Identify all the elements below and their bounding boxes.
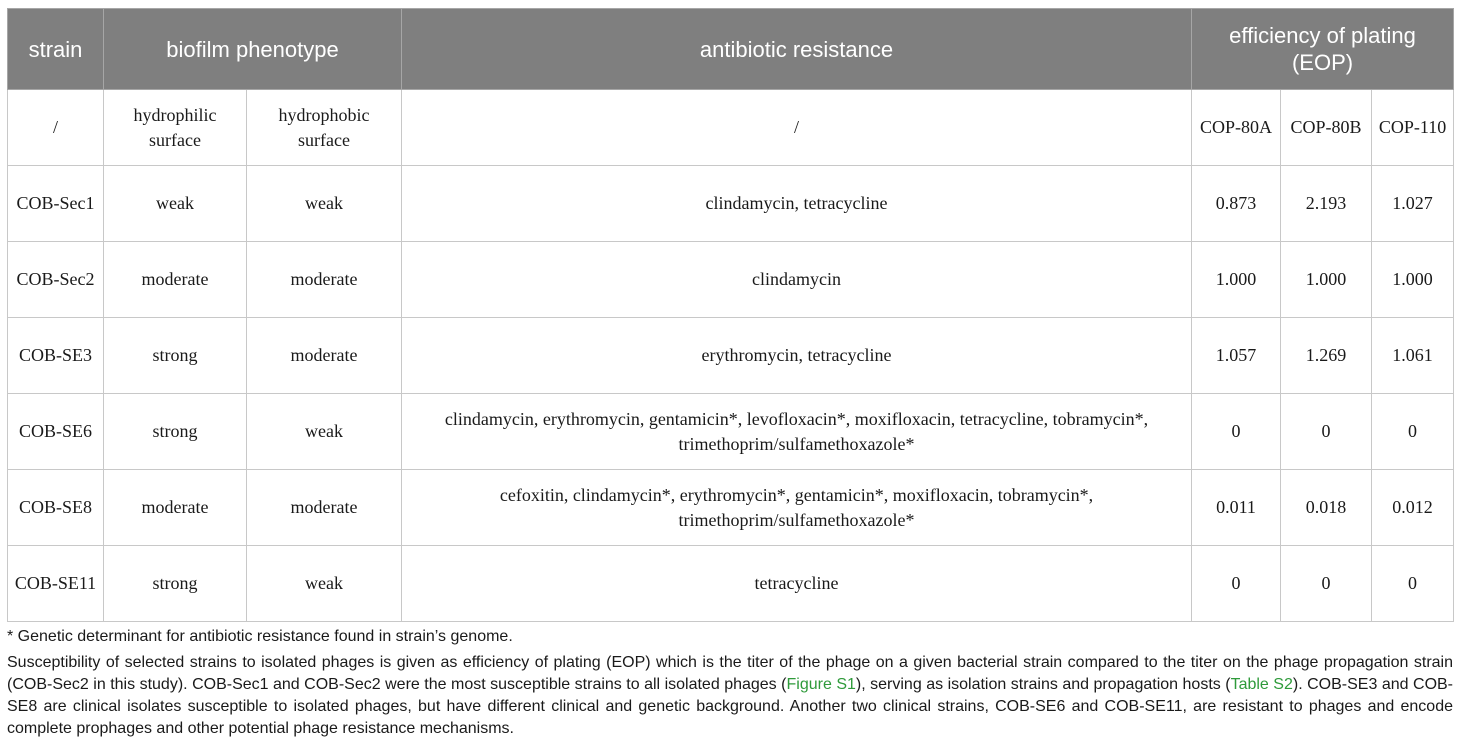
cell-cop80b: 0 — [1281, 546, 1372, 622]
cell-hydrophilic: strong — [104, 546, 247, 622]
cell-cop110: 1.027 — [1372, 166, 1454, 242]
cell-antibiotic: clindamycin, erythromycin, gentamicin*, levofloxacin*, moxifloxacin, tetracycline, tobramycin*, trimethoprim/sulfamethoxazole* — [402, 394, 1192, 470]
cell-hydrophilic: moderate — [104, 470, 247, 546]
subheader-hydrophobic: hydrophobic surface — [247, 90, 402, 166]
subheader-cop110: COP-110 — [1372, 90, 1454, 166]
cell-hydrophilic: moderate — [104, 242, 247, 318]
table-row — [8, 242, 1454, 318]
table-footnote: * Genetic determinant for antibiotic resistance found in strain’s genome. — [7, 628, 513, 645]
cell-cop110: 1.000 — [1372, 242, 1454, 318]
cell-hydrophilic: weak — [104, 166, 247, 242]
subheader-row — [8, 90, 1454, 166]
cell-cop80b: 0.018 — [1281, 470, 1372, 546]
subheader-antibiotic: / — [402, 90, 1192, 166]
cell-cop80a: 0.011 — [1192, 470, 1281, 546]
table-row — [8, 470, 1454, 546]
header-antibiotic: antibiotic resistance — [402, 9, 1192, 90]
caption-text: ). COB-SE3 and COB-SE8 are clinical isolates susceptible to isolated phages, but have different clinical and genetic background. Another two clinical strains, COB-SE6 and COB-SE11, are resistant to phages and encode complete prophages and other potential phage resistance mechanisms. — [7, 676, 1454, 737]
cell-cop110: 0 — [1372, 394, 1454, 470]
subheader-cop80a: COP-80A — [1192, 90, 1281, 166]
cell-cop80b: 1.000 — [1281, 242, 1372, 318]
cell-strain: COB-Sec2 — [8, 242, 104, 318]
cell-strain: COB-SE6 — [8, 394, 104, 470]
cell-strain: COB-SE11 — [8, 546, 104, 622]
cell-antibiotic: tetracycline — [402, 546, 1192, 622]
cell-strain: COB-Sec1 — [8, 166, 104, 242]
cell-hydrophobic: weak — [247, 166, 402, 242]
strain-table — [7, 8, 1454, 622]
header-eop: efficiency of plating (EOP) — [1192, 9, 1454, 90]
caption-text: Susceptibility of selected strains to isolated phages is given as efficiency of plating (EOP) which is the titer of the phage on a given bacterial strain compared to the titer on the phage propagation strain (COB-Sec2 in this study). COB-Sec1 and COB-Sec2 were the most susceptible strains to all isolated phages ( — [7, 654, 1453, 693]
cell-strain: COB-SE8 — [8, 470, 104, 546]
cell-antibiotic: erythromycin, tetracycline — [402, 318, 1192, 394]
cell-cop110: 0 — [1372, 546, 1454, 622]
figure-s1-link[interactable]: Figure S1 — [786, 676, 856, 693]
cell-hydrophobic: moderate — [247, 318, 402, 394]
cell-cop80a: 1.000 — [1192, 242, 1281, 318]
table-caption — [7, 652, 1453, 740]
cell-hydrophilic: strong — [104, 318, 247, 394]
table-row — [8, 318, 1454, 394]
cell-cop110: 0.012 — [1372, 470, 1454, 546]
cell-cop80b: 2.193 — [1281, 166, 1372, 242]
cell-cop80a: 0.873 — [1192, 166, 1281, 242]
caption-text: ), serving as isolation strains and propagation hosts ( — [855, 676, 1231, 693]
cell-cop80b: 0 — [1281, 394, 1372, 470]
header-biofilm: biofilm phenotype — [104, 9, 402, 90]
cell-hydrophobic: moderate — [247, 470, 402, 546]
cell-cop80b: 1.269 — [1281, 318, 1372, 394]
header-strain: strain — [8, 9, 104, 90]
cell-hydrophobic: weak — [247, 546, 402, 622]
cell-cop110: 1.061 — [1372, 318, 1454, 394]
table-s2-link[interactable]: Table S2 — [1230, 676, 1293, 693]
table-row — [8, 546, 1454, 622]
header-row — [8, 9, 1454, 90]
cell-cop80a: 0 — [1192, 394, 1281, 470]
cell-strain: COB-SE3 — [8, 318, 104, 394]
cell-antibiotic: cefoxitin, clindamycin*, erythromycin*, gentamicin*, moxifloxacin, tobramycin*, trimethoprim/sulfamethoxazole* — [402, 470, 1192, 546]
cell-hydrophobic: moderate — [247, 242, 402, 318]
cell-cop80a: 0 — [1192, 546, 1281, 622]
cell-cop80a: 1.057 — [1192, 318, 1281, 394]
cell-antibiotic: clindamycin — [402, 242, 1192, 318]
subheader-hydrophilic: hydrophilic surface — [104, 90, 247, 166]
cell-hydrophilic: strong — [104, 394, 247, 470]
table-row — [8, 394, 1454, 470]
subheader-strain: / — [8, 90, 104, 166]
cell-hydrophobic: weak — [247, 394, 402, 470]
subheader-cop80b: COP-80B — [1281, 90, 1372, 166]
cell-antibiotic: clindamycin, tetracycline — [402, 166, 1192, 242]
table-row — [8, 166, 1454, 242]
